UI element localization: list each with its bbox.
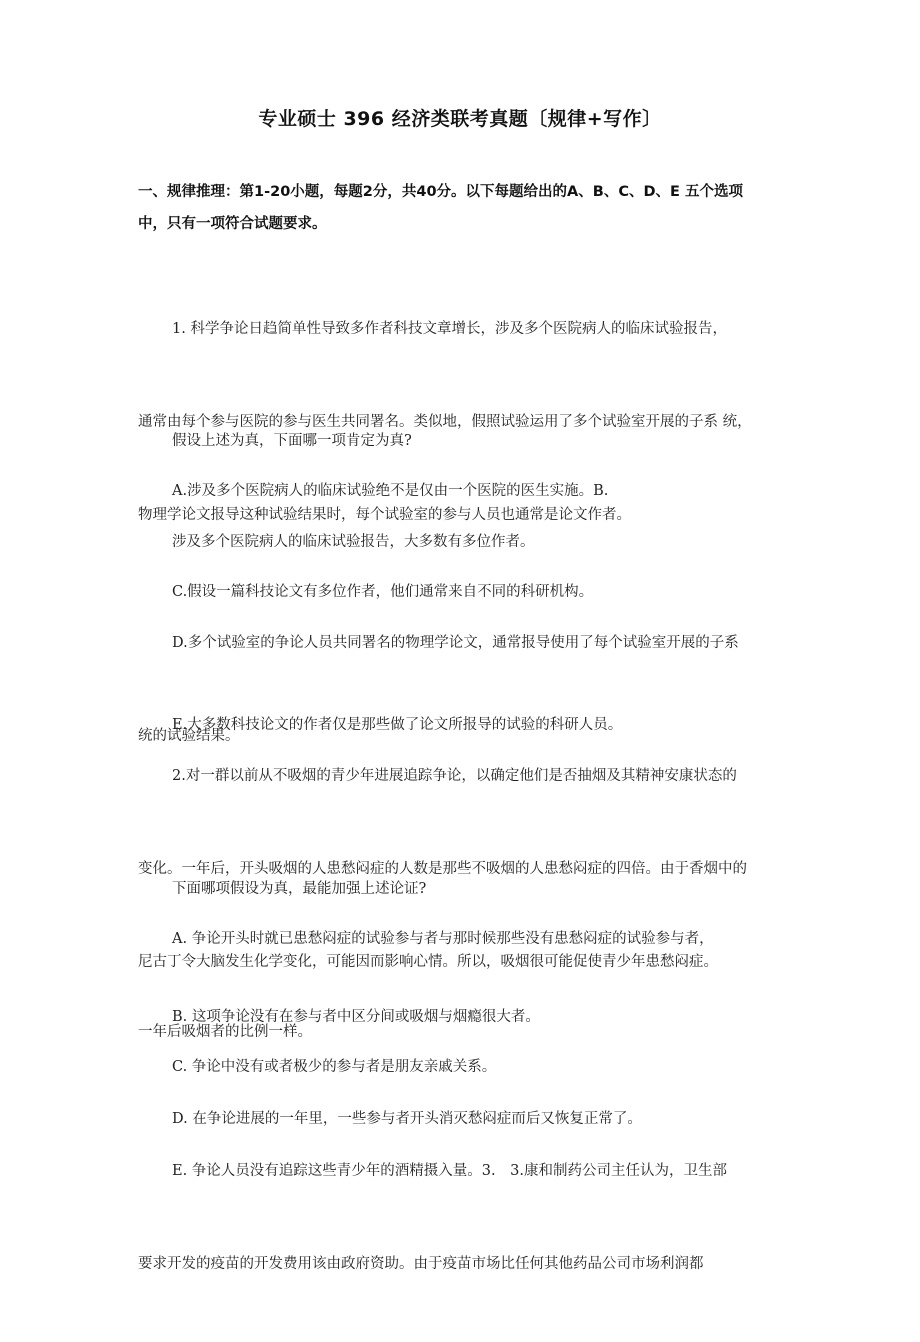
document-title: 专业硕士 396 经济类联考真题〔规律+写作〕: [258, 108, 662, 130]
question-2-option-e-line-2: 要求开发的疫苗的开发费用该由政府资助。由于疫苗市场比任何其他药品公司市场利润都: [138, 1256, 704, 1272]
question-2-option-d-text: D. 在争论进展的一年里，一些参与者开头消灭愁闷症而后又恢复正常了。: [172, 1111, 642, 1127]
question-1-option-a-text: A.涉及多个医院病人的临床试验绝不是仅由一个医院的医生实施。B.: [172, 483, 609, 499]
question-2-option-a-line-1: A. 争论开头时就已患愁闷症的试验参与者与那时候那些没有患愁闷症的试验参与者，: [172, 931, 714, 947]
section-heading: [138, 176, 778, 240]
question-1-stem-line-3: 物理学论文报导这种试验结果时，每个试验室的参与人员也通常是论文作者。: [138, 507, 631, 523]
question-1-option-e-text: E.大多数科技论文的作者仅是那些做了论文所报导的试验的科研人员。: [172, 717, 623, 733]
question-1-prompt-text: 假设上述为真，下面哪一项肯定为真?: [172, 433, 412, 449]
section-heading-line-2: 中，只有一项符合试题要求。: [138, 216, 327, 232]
question-2-stem-line-1: 2.对一群以前从不吸烟的青少年进展追踪争论，以确定他们是否抽烟及其精神安康状态的: [172, 768, 737, 784]
question-2-option-a-line-2: 一年后吸烟者的比例一样。: [138, 1024, 312, 1040]
question-2-option-e-line-1: E. 争论人员没有追踪这些青少年的酒精摄入量。3. 3.康和制药公司主任认为，卫生部: [172, 1163, 727, 1179]
question-2-stem-line-2: 变化。一年后，开头吸烟的人患愁闷症的人数是那些不吸烟的人患愁闷症的四倍。由于香烟中的: [138, 861, 747, 877]
section-heading-line-1: 一、规律推理：第1-20小题，每题2分，共40分。以下每题给出的A、B、C、D、E 五个选项: [138, 184, 743, 200]
question-2-option-c-text: C. 争论中没有或者极少的参与者是朋友亲戚关系。: [172, 1059, 497, 1075]
question-2-option-e: [138, 1094, 786, 1342]
question-1-stem-line-1: 1. 科学争论日趋简单性导致多作者科技文章增长，涉及多个医院病人的临床试验报告，: [172, 321, 727, 337]
question-2-prompt-text: 下面哪项假设为真，最能加强上述论证?: [172, 881, 427, 897]
question-1-option-c-text: C.假设一篇科技论文有多位作者，他们通常来自不同的科研机构。: [172, 584, 594, 600]
question-2-stem-line-3: 尼古丁令大脑发生化学变化，可能因而影响心情。所以，吸烟很可能促使青少年患愁闷症。: [138, 954, 718, 970]
question-1-option-d-line-2: 统的试验结果。: [138, 728, 240, 744]
question-1-option-d-line-1: D.多个试验室的争论人员共同署名的物理学论文，通常报导使用了每个试验室开展的子系: [172, 635, 739, 651]
question-1-option-b-text: 涉及多个医院病人的临床试验报告，大多数有多位作者。: [172, 534, 535, 550]
question-1-stem-line-2: 通常由每个参与医院的参与医生共同署名。类似地，假照试验运用了多个试验室开展的子系 统，: [138, 414, 752, 430]
question-2-option-b-text: B. 这项争论没有在参与者中区分间或吸烟与烟瘾很大者。: [172, 1009, 540, 1025]
